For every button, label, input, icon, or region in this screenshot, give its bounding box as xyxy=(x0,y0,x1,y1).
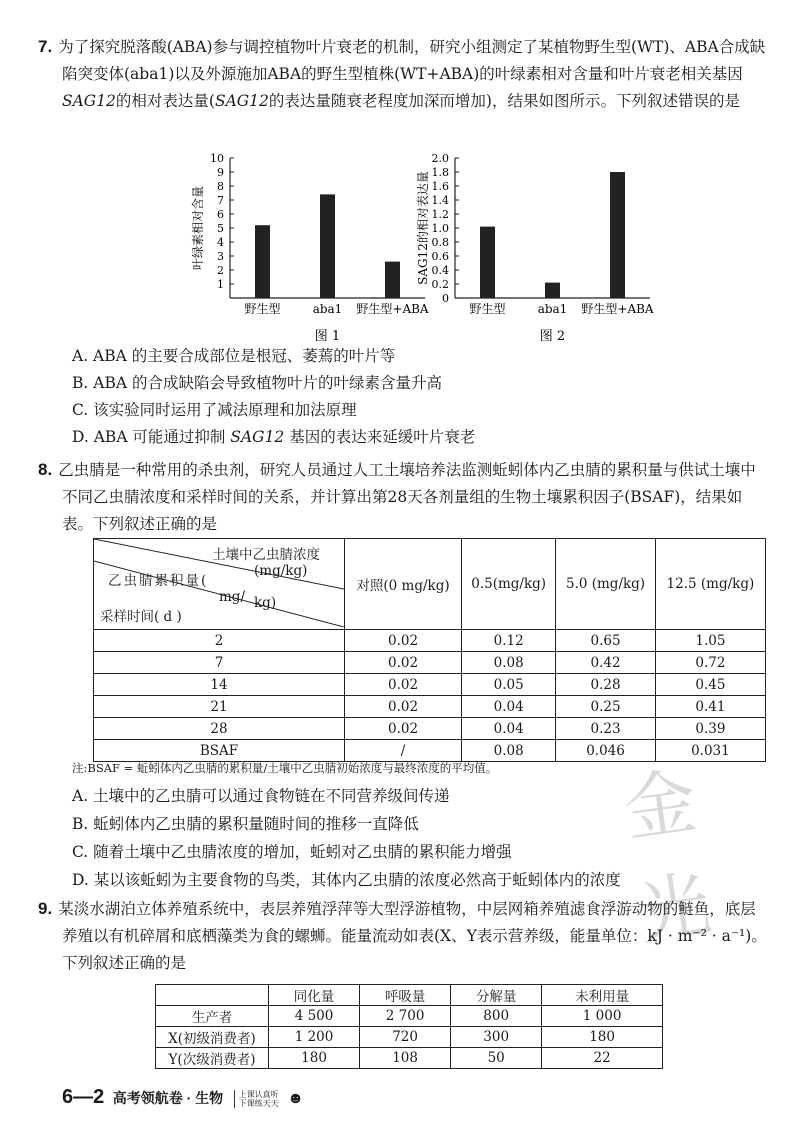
fig1-ytick-label: 1 xyxy=(217,278,224,291)
q8-stem-text: 乙虫腈是一种常用的杀虫剂，研究人员通过人工土壤培养法监测蚯蚓体内乙虫腈的累积量与供试土壤中不同乙虫腈浓度和采样时间的关系，并计算出第28天各剂量组的生物土壤累积因子(BSAF)，结果如表。下列叙述正确的是 xyxy=(58,461,756,533)
q9-cell: 4 500 xyxy=(269,1006,360,1027)
q9-cell: 180 xyxy=(269,1048,360,1069)
fig1-ytick-label: 3 xyxy=(217,250,224,263)
fig2-ytick-label: 1.4 xyxy=(431,194,449,207)
q8-cell: 0.02 xyxy=(345,630,462,652)
fig1-ytick-label: 8 xyxy=(217,180,224,193)
table-row xyxy=(94,652,766,674)
fig1-category-label: aba1 xyxy=(312,302,343,316)
q8-option-c[interactable]: C. 随着土壤中乙虫腈浓度的增加，蚯蚓对乙虫腈的累积能力增强 xyxy=(72,843,512,861)
fig2-bar xyxy=(545,283,560,298)
q9-stem-text: 某淡水湖泊立体养殖系统中，表层养殖浮萍等大型浮游植物，中层网箱养殖滤食浮游动物的鲢鱼，底层养殖以有机碎屑和底栖藻类为食的螺蛳。能量流动如表(X、Y表示营养级，能量单位：kJ · m⁻² · a⁻¹)。下列叙述正确的是 xyxy=(58,900,767,972)
q8-header-mid1: 乙虫腈累积量( xyxy=(108,573,209,589)
q8-cell: 0.65 xyxy=(556,630,656,652)
watermark-logo: 金 光 xyxy=(618,757,726,955)
q9-cell: 800 xyxy=(451,1006,542,1027)
q8-option-b[interactable]: B. 蚯蚓体内乙虫腈的累积量随时间的推移一直降低 xyxy=(72,815,419,833)
table-row xyxy=(156,1048,663,1069)
mascot-icon: ☻ xyxy=(287,1089,304,1107)
q8-col-3: 12.5 (mg/kg) xyxy=(655,539,765,630)
q9-cell: 50 xyxy=(451,1048,542,1069)
q7-stem xyxy=(38,33,767,115)
q8-cell: 7 xyxy=(94,652,345,674)
q8-stem xyxy=(38,456,767,538)
q8-cell: 1.05 xyxy=(655,630,765,652)
footer xyxy=(62,1086,304,1109)
fig2-ytick-label: 1.8 xyxy=(431,166,449,179)
q7-stem-text: 为了探究脱落酸(ABA)参与调控植物叶片衰老的机制，研究小组测定了某植物野生型(WT)、ABA合成缺陷突变体(aba1)以及外源施加ABA的野生型植株(WT+ABA)的叶绿素相对含量和叶片衰老相关基因 xyxy=(58,38,766,83)
q8-cell: 0.08 xyxy=(462,652,556,674)
q8-table-corner xyxy=(94,539,345,630)
table-row xyxy=(156,985,663,1006)
q8-cell: 0.39 xyxy=(655,718,765,740)
fig2-category-label: aba1 xyxy=(537,302,568,316)
q9-col-3: 分解量 xyxy=(451,985,542,1006)
q9-cell: 300 xyxy=(451,1027,542,1048)
q9-table xyxy=(155,984,663,1069)
q8-cell: 0.02 xyxy=(345,652,462,674)
fig2-category-label: 野生型+ABA xyxy=(581,302,654,316)
q8-header-top-unit: (mg/kg) xyxy=(254,563,308,579)
q7-gene-1: SAG12 xyxy=(62,92,116,110)
q8-option-a[interactable]: A. 土壤中的乙虫腈可以通过食物链在不同营养级间传递 xyxy=(72,787,450,805)
q8-cell: BSAF xyxy=(94,740,345,762)
q8-cell: 0.28 xyxy=(556,674,656,696)
q9-cell: 108 xyxy=(360,1048,451,1069)
q8-cell: 0.031 xyxy=(655,740,765,762)
q9-cell: 180 xyxy=(542,1027,663,1048)
q9-cell: 1 000 xyxy=(542,1006,663,1027)
q8-cell: 0.12 xyxy=(462,630,556,652)
table-row xyxy=(94,718,766,740)
q7-stem-text2: 的相对表达量( xyxy=(115,92,215,110)
q8-header-mid2: mg/ xyxy=(219,589,245,605)
q7-option-d-text2: 基因的表达来延缓叶片衰老 xyxy=(289,428,476,446)
q7-figure-1 xyxy=(180,148,440,348)
table-row xyxy=(156,1006,663,1027)
q8-option-d[interactable]: D. 某以该蚯蚓为主要食物的鸟类，其体内乙虫腈的浓度必然高于蚯蚓体内的浓度 xyxy=(72,871,621,889)
q7-option-d-text1: D. ABA 可能通过抑制 xyxy=(72,428,226,446)
fig2-ytick-label: 0 xyxy=(442,292,449,305)
fig1-bar xyxy=(255,225,270,298)
q9-cell: Y(次级消费者) xyxy=(156,1048,269,1069)
footer-page: 6—2 xyxy=(62,1086,105,1108)
table-row xyxy=(156,1027,663,1048)
q7-gene-2: SAG12 xyxy=(214,92,269,110)
q7-option-d[interactable] xyxy=(72,425,475,449)
q7-number: 7. xyxy=(38,37,53,56)
q9-cell: 720 xyxy=(360,1027,451,1048)
q8-cell: 21 xyxy=(94,696,345,718)
footer-slogan-1: 上课认真听 xyxy=(238,1089,279,1099)
q8-cell: 0.42 xyxy=(556,652,656,674)
footer-title: 高考领航卷 · 生物 xyxy=(112,1090,224,1106)
q8-cell: 0.08 xyxy=(462,740,556,762)
q9-col-1: 同化量 xyxy=(269,985,360,1006)
fig1-category-label: 野生型+ABA xyxy=(356,302,429,316)
q8-note: 注:BSAF = 蚯蚓体内乙虫腈的累积量/土壤中乙虫腈初始浓度与最终浓度的平均值。 xyxy=(72,761,498,775)
fig1-bar xyxy=(320,194,335,298)
q8-header-mid3: kg) xyxy=(254,595,277,611)
q7-option-d-gene: SAG12 xyxy=(230,428,285,446)
fig1-ytick-label: 2 xyxy=(217,264,224,277)
q8-cell: 0.04 xyxy=(462,696,556,718)
q8-table xyxy=(93,538,766,762)
q7-figure-2 xyxy=(405,148,665,348)
fig1-ytick-label: 9 xyxy=(217,166,224,179)
q8-cell: 0.25 xyxy=(556,696,656,718)
q8-cell: 14 xyxy=(94,674,345,696)
q8-cell: 0.72 xyxy=(655,652,765,674)
q8-cell: 0.02 xyxy=(345,696,462,718)
q8-cell: / xyxy=(345,740,462,762)
q8-header-bottom: 采样时间( d ) xyxy=(100,609,182,625)
q7-option-a[interactable]: A. ABA 的主要合成部位是根冠、萎蔫的叶片等 xyxy=(72,347,396,365)
q9-cell: 1 200 xyxy=(269,1027,360,1048)
fig1-category-label: 野生型 xyxy=(244,302,281,316)
q8-number: 8. xyxy=(38,460,53,479)
table-row xyxy=(94,674,766,696)
q8-col-0: 对照(0 mg/kg) xyxy=(345,539,462,630)
q9-cell: 22 xyxy=(542,1048,663,1069)
fig2-caption: 图 2 xyxy=(539,329,566,344)
fig2-ytick-label: 1.6 xyxy=(431,180,449,193)
fig1-ylabel: 叶绿素相对含量 xyxy=(191,185,205,271)
q8-cell: 0.45 xyxy=(655,674,765,696)
q8-cell: 0.41 xyxy=(655,696,765,718)
q7-stem-text3: 的表达量随衰老程度加深而增加)，结果如图所示。下列叙述错误的是 xyxy=(268,92,740,110)
q8-cell: 0.046 xyxy=(556,740,656,762)
q9-col-4: 未利用量 xyxy=(542,985,663,1006)
q8-col-1: 0.5(mg/kg) xyxy=(462,539,556,630)
q8-cell: 0.04 xyxy=(462,718,556,740)
fig2-ylabel: SAG12的相对表达量 xyxy=(416,171,430,285)
footer-slogan xyxy=(234,1090,279,1108)
fig2-bar xyxy=(610,172,625,298)
q8-header-top: 土壤中乙虫腈浓度 xyxy=(212,547,320,563)
fig2-category-label: 野生型 xyxy=(469,302,506,316)
fig1-bar xyxy=(385,262,400,298)
q9-stem xyxy=(38,895,767,977)
footer-slogan-2: 下课练天天 xyxy=(238,1098,279,1108)
fig2-ytick-label: 0.2 xyxy=(431,278,449,291)
fig2-ytick-label: 1.2 xyxy=(431,208,449,221)
fig2-ytick-label: 1.0 xyxy=(431,222,449,235)
fig2-ytick-label: 0.8 xyxy=(431,236,449,249)
q9-col-2: 呼吸量 xyxy=(360,985,451,1006)
q7-option-c[interactable]: C. 该实验同时运用了减法原理和加法原理 xyxy=(72,401,357,419)
q9-cell: X(初级消费者) xyxy=(156,1027,269,1048)
fig1-ytick-label: 10 xyxy=(210,152,224,165)
q8-cell: 0.23 xyxy=(556,718,656,740)
fig1-caption: 图 1 xyxy=(314,329,341,344)
q8-col-2: 5.0 (mg/kg) xyxy=(556,539,656,630)
table-row xyxy=(94,630,766,652)
q9-cell: 生产者 xyxy=(156,1006,269,1027)
q9-cell: 2 700 xyxy=(360,1006,451,1027)
fig2-ytick-label: 2.0 xyxy=(431,152,449,165)
fig1-ytick-label: 5 xyxy=(217,222,224,235)
q9-col-0 xyxy=(156,985,269,1006)
fig1-ytick-label: 7 xyxy=(217,194,224,207)
table-row xyxy=(94,696,766,718)
fig2-ytick-label: 0.4 xyxy=(431,264,449,277)
fig2-ytick-label: 0.6 xyxy=(431,250,449,263)
q8-cell: 28 xyxy=(94,718,345,740)
fig1-ytick-label: 4 xyxy=(217,236,224,249)
q8-cell: 2 xyxy=(94,630,345,652)
q8-cell: 0.02 xyxy=(345,718,462,740)
q7-option-b[interactable]: B. ABA 的合成缺陷会导致植物叶片的叶绿素含量升高 xyxy=(72,374,442,392)
q9-number: 9. xyxy=(38,899,53,918)
fig1-ytick-label: 6 xyxy=(217,208,224,221)
q8-cell: 0.02 xyxy=(345,674,462,696)
q8-cell: 0.05 xyxy=(462,674,556,696)
fig2-bar xyxy=(480,227,495,298)
